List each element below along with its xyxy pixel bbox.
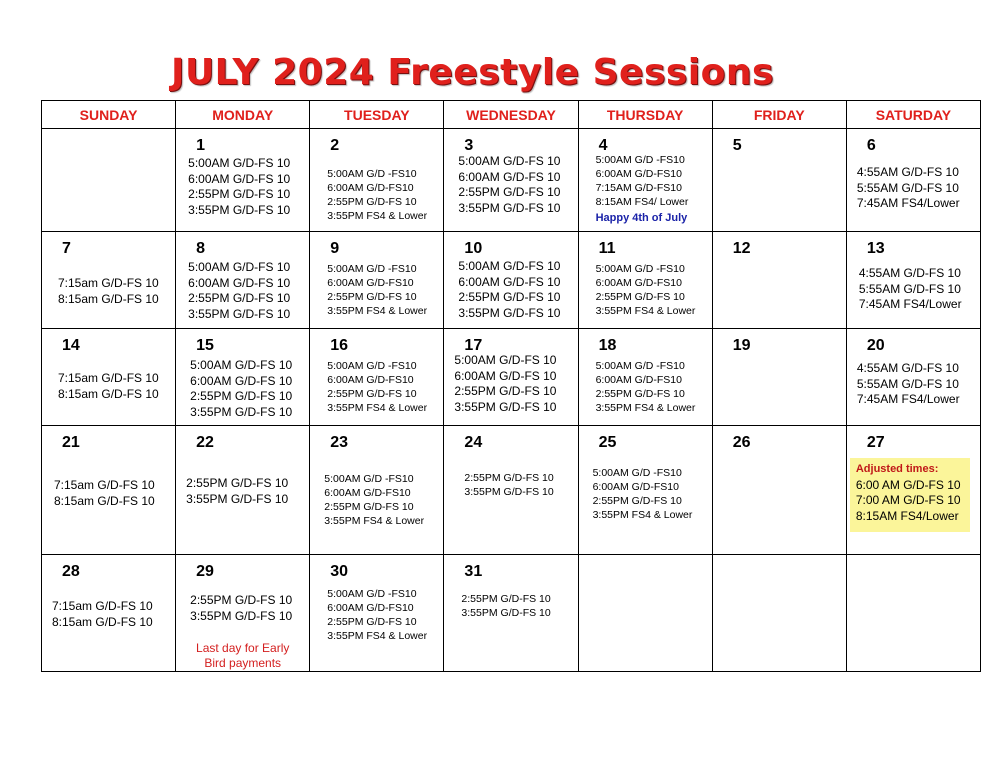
session-line: 5:00AM G/D -FS10: [327, 168, 417, 180]
page-title: JULY 2024 Freestyle Sessions: [171, 52, 774, 93]
day-number: 5: [732, 137, 742, 154]
day-number: 15: [196, 337, 214, 354]
day-number: 7: [62, 240, 71, 257]
session-line: 3:55PM FS4 & Lower: [327, 630, 428, 642]
early-bird-note: [176, 641, 309, 671]
day-cell-9: [310, 232, 444, 329]
day-cell-25: [578, 426, 712, 555]
session-line: 5:00AM G/D -FS10: [595, 360, 685, 372]
session-line: 7:45AM FS4/Lower: [858, 297, 962, 311]
day-number: 28: [62, 563, 80, 580]
session-line: 6:00 AM G/D-FS 10: [855, 477, 961, 492]
empty-day-cell: [846, 555, 980, 672]
week-row: [42, 555, 981, 672]
day-cell-14: [42, 329, 176, 426]
session-line: 7:15AM G/D-FS10: [595, 182, 682, 194]
day-number: 13: [866, 240, 885, 257]
calendar-grid: [41, 100, 981, 672]
day-cell-2: [310, 129, 444, 232]
day-cell-3: [444, 129, 578, 232]
session-line: 3:55PM G/D-FS 10: [461, 607, 551, 619]
day-number: 25: [598, 434, 617, 451]
day-number: 4: [598, 137, 608, 154]
day-cell-4: [578, 129, 712, 232]
session-line: 2:55PM G/D-FS 10: [188, 291, 291, 305]
empty-day-cell: [578, 555, 712, 672]
session-line: 6:00AM G/D-FS10: [595, 277, 682, 289]
session-line: 6:00AM G/D-FS10: [327, 277, 414, 289]
session-line: 2:55PM G/D-FS 10: [454, 384, 557, 398]
day-number: 30: [330, 563, 349, 580]
day-cell-24: [444, 426, 578, 555]
session-line: 6:00AM G/D-FS10: [324, 487, 411, 499]
weekday-tuesday: TUESDAY: [310, 101, 444, 129]
day-cell-30: [310, 555, 444, 672]
week-row: [42, 129, 981, 232]
day-cell-7: [42, 232, 176, 329]
session-line: 7:45AM FS4/Lower: [856, 196, 960, 210]
adjusted-times-label: Adjusted times:: [855, 463, 939, 475]
session-line: 5:55AM G/D-FS 10: [856, 180, 959, 195]
session-line: 3:55PM G/D-FS 10: [188, 306, 291, 321]
session-line: 3:55PM FS4 & Lower: [595, 402, 696, 414]
weekday-friday: FRIDAY: [712, 101, 846, 129]
session-line: 3:55PM G/D-FS 10: [464, 486, 554, 498]
session-line: 7:45AM FS4/Lower: [856, 392, 960, 406]
session-line: 2:55PM G/D-FS 10: [324, 501, 414, 513]
session-line: 6:00AM G/D-FS 10: [188, 171, 291, 186]
empty-day-cell: [42, 129, 176, 232]
day-number: 23: [330, 434, 349, 451]
day-number: 10: [464, 240, 483, 257]
session-line: 5:00AM G/D-FS 10: [188, 156, 291, 170]
session-line: 6:00AM G/D-FS10: [595, 374, 682, 386]
day-number: 3: [464, 137, 474, 154]
session-line: 3:55PM FS4 & Lower: [592, 509, 693, 521]
day-cell-31: [444, 555, 578, 672]
session-line: 2:55PM G/D-FS 10: [458, 185, 561, 199]
session-line: 6:00AM G/D-FS10: [592, 481, 679, 493]
day-cell-22: [176, 426, 310, 555]
session-line: 3:55PM FS4 & Lower: [327, 210, 428, 222]
session-line: 3:55PM FS4 & Lower: [595, 305, 696, 317]
holiday-note: Happy 4th of July: [595, 212, 688, 224]
session-line: 4:55AM G/D-FS 10: [858, 266, 961, 280]
session-line: 2:55PM G/D-FS 10: [327, 616, 417, 628]
session-line: 2:55PM G/D-FS 10: [327, 291, 417, 303]
session-line: 5:00AM G/D -FS10: [595, 154, 685, 166]
day-number: 19: [732, 337, 751, 354]
session-line: 7:15am G/D-FS 10: [52, 599, 153, 613]
session-line: 6:00AM G/D-FS 10: [454, 368, 557, 383]
session-line: 3:55PM FS4 & Lower: [324, 515, 425, 527]
session-line: 5:00AM G/D -FS10: [324, 473, 414, 485]
day-number: 12: [732, 240, 751, 257]
session-line: 7:15am G/D-FS 10: [54, 478, 155, 492]
day-number: 31: [464, 563, 483, 580]
day-number: 26: [732, 434, 751, 451]
day-number: 9: [330, 240, 340, 257]
day-number: 20: [866, 337, 885, 354]
day-cell-16: [310, 329, 444, 426]
session-line: 5:00AM G/D -FS10: [592, 467, 682, 479]
day-number: 16: [330, 337, 349, 354]
session-line: 7:00 AM G/D-FS 10: [855, 493, 961, 507]
weekday-saturday: SATURDAY: [846, 101, 980, 129]
day-cell-21: [42, 426, 176, 555]
session-line: 3:55PM G/D-FS 10: [458, 200, 561, 215]
day-number: 18: [598, 337, 617, 354]
day-number: 8: [196, 240, 206, 257]
session-line: 8:15AM FS4/Lower: [855, 508, 959, 523]
session-line: 5:00AM G/D-FS 10: [454, 353, 557, 367]
session-line: 2:55PM G/D-FS 10: [327, 388, 417, 400]
day-cell-6: [846, 129, 980, 232]
day-cell-10: [444, 232, 578, 329]
day-cell-23: [310, 426, 444, 555]
day-number: 2: [330, 137, 340, 154]
session-line: 8:15am G/D-FS 10: [58, 386, 159, 401]
week-row: [42, 232, 981, 329]
session-line: 5:00AM G/D -FS10: [595, 263, 685, 275]
weekday-thursday: THURSDAY: [578, 101, 712, 129]
session-line: 5:00AM G/D -FS10: [327, 360, 417, 372]
session-line: 5:00AM G/D-FS 10: [190, 358, 293, 372]
day-cell-26: [712, 426, 846, 555]
session-line: 3:55PM G/D-FS 10: [188, 202, 291, 217]
session-line: 6:00AM G/D-FS 10: [190, 373, 293, 388]
week-row: [42, 329, 981, 426]
session-line: 3:55PM FS4 & Lower: [327, 402, 428, 414]
day-cell-12: [712, 232, 846, 329]
session-line: 5:00AM G/D-FS 10: [458, 154, 561, 168]
session-line: 2:55PM G/D-FS 10: [458, 290, 561, 304]
session-line: 2:55PM G/D-FS 10: [592, 495, 682, 507]
session-line: 2:55PM G/D-FS 10: [464, 472, 554, 484]
session-line: 2:55PM G/D-FS 10: [595, 388, 685, 400]
session-line: 2:55PM G/D-FS 10: [190, 593, 293, 607]
session-line: 8:15am G/D-FS 10: [52, 614, 153, 629]
day-cell-8: [176, 232, 310, 329]
session-line: 3:55PM G/D-FS 10: [190, 608, 293, 623]
day-number: 11: [598, 240, 616, 257]
day-number: 14: [62, 337, 80, 354]
session-line: 4:55AM G/D-FS 10: [856, 361, 959, 375]
day-cell-20: [846, 329, 980, 426]
session-line: 6:00AM G/D-FS10: [327, 182, 414, 194]
session-line: 6:00AM G/D-FS 10: [458, 274, 561, 289]
session-line: 7:15am G/D-FS 10: [58, 276, 159, 290]
day-number: 27: [866, 434, 885, 451]
session-line: 6:00AM G/D-FS 10: [458, 169, 561, 184]
day-number: 1: [196, 137, 206, 154]
day-number: 21: [62, 434, 80, 451]
session-line: 8:15AM FS4/ Lower: [595, 196, 689, 208]
day-cell-11: [578, 232, 712, 329]
session-line: 2:55PM G/D-FS 10: [595, 291, 685, 303]
session-line: 2:55PM G/D-FS 10: [186, 476, 289, 490]
day-number: 29: [196, 563, 214, 580]
session-line: 3:55PM G/D-FS 10: [186, 491, 289, 506]
session-line: 5:55AM G/D-FS 10: [858, 281, 961, 296]
day-number: 22: [196, 434, 214, 451]
session-line: 3:55PM G/D-FS 10: [454, 399, 557, 414]
day-cell-5: [712, 129, 846, 232]
weekday-monday: MONDAY: [176, 101, 310, 129]
session-line: 2:55PM G/D-FS 10: [190, 389, 293, 403]
session-line: 6:00AM G/D-FS 10: [188, 275, 291, 290]
session-line: 7:15am G/D-FS 10: [58, 371, 159, 385]
session-line: 3:55PM FS4 & Lower: [327, 305, 428, 317]
early-bird-note-line: Bird payments: [204, 656, 282, 670]
session-line: 5:00AM G/D-FS 10: [188, 260, 291, 274]
day-number: 24: [464, 434, 483, 451]
day-cell-15: [176, 329, 310, 426]
session-line: 5:00AM G/D -FS10: [327, 263, 417, 275]
week-row: [42, 426, 981, 555]
day-number: 17: [464, 337, 483, 354]
early-bird-note-line: Last day for Early: [196, 641, 290, 655]
day-cell-1: [176, 129, 310, 232]
session-line: 5:55AM G/D-FS 10: [856, 376, 959, 391]
day-cell-29: [176, 555, 310, 672]
day-cell-13: [846, 232, 980, 329]
day-cell-18: [578, 329, 712, 426]
weekday-header-row: [42, 101, 981, 129]
empty-day-cell: [712, 555, 846, 672]
session-line: 3:55PM G/D-FS 10: [190, 404, 293, 419]
session-line: 2:55PM G/D-FS 10: [327, 196, 417, 208]
day-cell-28: [42, 555, 176, 672]
day-cell-17: [444, 329, 578, 426]
session-line: 6:00AM G/D-FS10: [327, 374, 414, 386]
session-line: 4:55AM G/D-FS 10: [856, 165, 959, 179]
session-line: 8:15am G/D-FS 10: [54, 493, 155, 508]
session-line: 5:00AM G/D -FS10: [327, 588, 417, 600]
day-cell-27: [846, 426, 980, 555]
adjusted-times-highlight: [850, 458, 970, 532]
day-cell-19: [712, 329, 846, 426]
weekday-wednesday: WEDNESDAY: [444, 101, 578, 129]
session-line: 6:00AM G/D-FS10: [595, 168, 682, 180]
session-line: 3:55PM G/D-FS 10: [458, 305, 561, 320]
session-line: 6:00AM G/D-FS10: [327, 602, 414, 614]
day-number: 6: [866, 137, 876, 154]
session-line: 8:15am G/D-FS 10: [58, 291, 159, 306]
session-line: 5:00AM G/D-FS 10: [458, 259, 561, 273]
session-line: 2:55PM G/D-FS 10: [188, 187, 291, 201]
weekday-sunday: SUNDAY: [42, 101, 176, 129]
session-line: 2:55PM G/D-FS 10: [461, 593, 551, 605]
